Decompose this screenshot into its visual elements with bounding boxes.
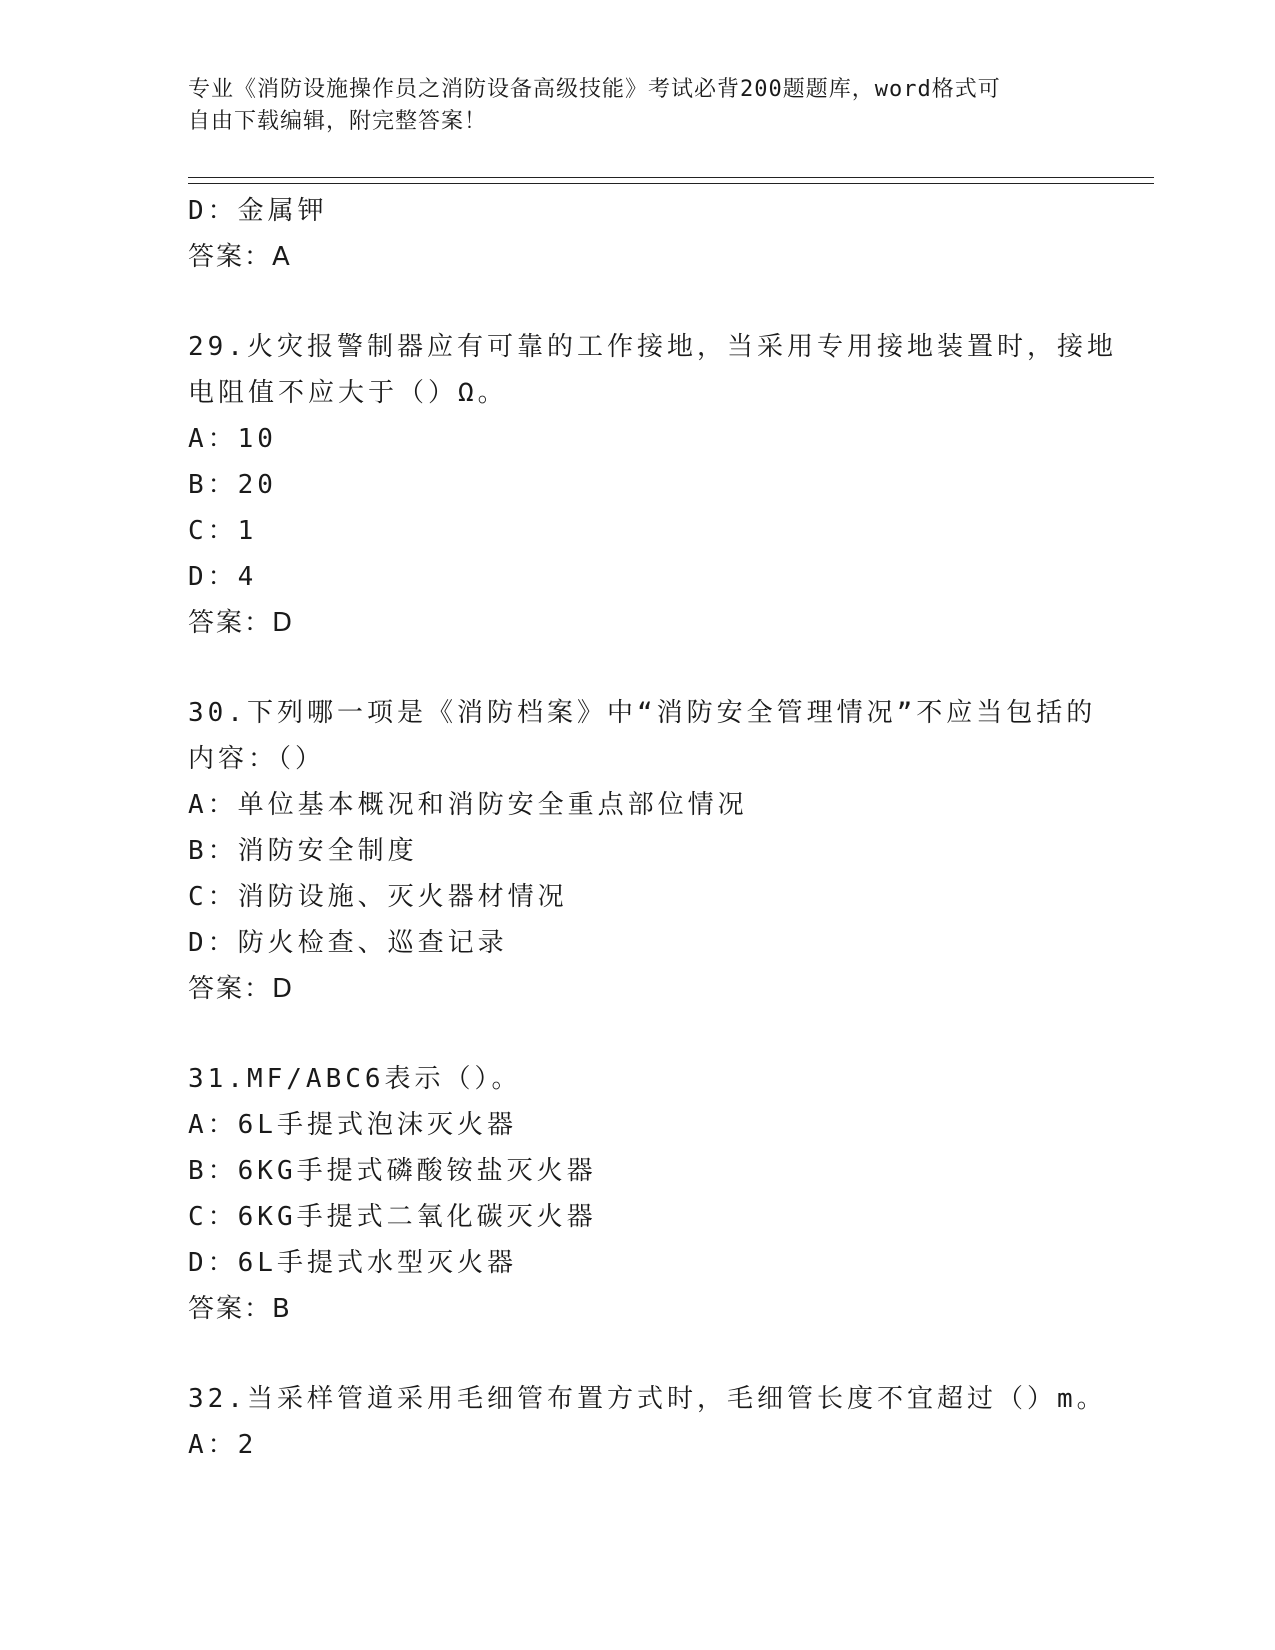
answer-line: 答案：B (188, 1294, 292, 1324)
option-d: D：金属钾 (188, 196, 328, 226)
question-31 (188, 1056, 1088, 1332)
question-text-line-1: 32.当采样管道采用毛细管布置方式时，毛细管长度不宜超过（）m。 (188, 1384, 1107, 1414)
header-divider-top (188, 177, 1154, 178)
option-a: A：2 (188, 1430, 258, 1460)
option-c: C：消防设施、灭火器材情况 (188, 882, 568, 912)
option-d: D：防火检查、巡查记录 (188, 928, 508, 958)
option-a: A：6L手提式泡沫灭火器 (188, 1110, 517, 1140)
question-list (188, 188, 1117, 1468)
answer-line: 答案：D (188, 974, 295, 1004)
question-text-line-1: 31.MF/ABC6表示（）。 (188, 1064, 522, 1094)
question-30 (188, 690, 1097, 1012)
option-b: B：6KG手提式磷酸铵盐灭火器 (188, 1156, 597, 1186)
header-line-1: 专业《消防设施操作员之消防设备高级技能》考试必背200题题库，word格式可 (188, 77, 1001, 102)
option-d: D：4 (188, 562, 258, 592)
option-a: A：10 (188, 424, 277, 454)
option-a: A：单位基本概况和消防安全重点部位情况 (188, 790, 748, 820)
question-text-line-2: 电阻值不应大于（）Ω。 (188, 378, 508, 408)
question-29 (188, 324, 1117, 646)
header-line-2: 自由下载编辑，附完整答案！ (188, 109, 488, 134)
header-divider-bottom (188, 183, 1154, 184)
option-b: B：20 (188, 470, 277, 500)
question-text-line-2: 内容：（） (188, 744, 326, 774)
option-c: C：1 (188, 516, 258, 546)
question-text-line-1: 29.火灾报警制器应有可靠的工作接地，当采用专用接地装置时，接地 (188, 332, 1117, 362)
previous-question-tail (188, 188, 1088, 280)
option-c: C：6KG手提式二氧化碳灭火器 (188, 1202, 597, 1232)
option-d: D：6L手提式水型灭火器 (188, 1248, 517, 1278)
answer-line: 答案：A (188, 242, 292, 272)
question-32 (188, 1376, 1107, 1468)
answer-line: 答案：D (188, 608, 295, 638)
question-text-line-1: 30.下列哪一项是《消防档案》中“消防安全管理情况”不应当包括的 (188, 698, 1097, 728)
option-b: B：消防安全制度 (188, 836, 418, 866)
document-header (188, 74, 1068, 138)
